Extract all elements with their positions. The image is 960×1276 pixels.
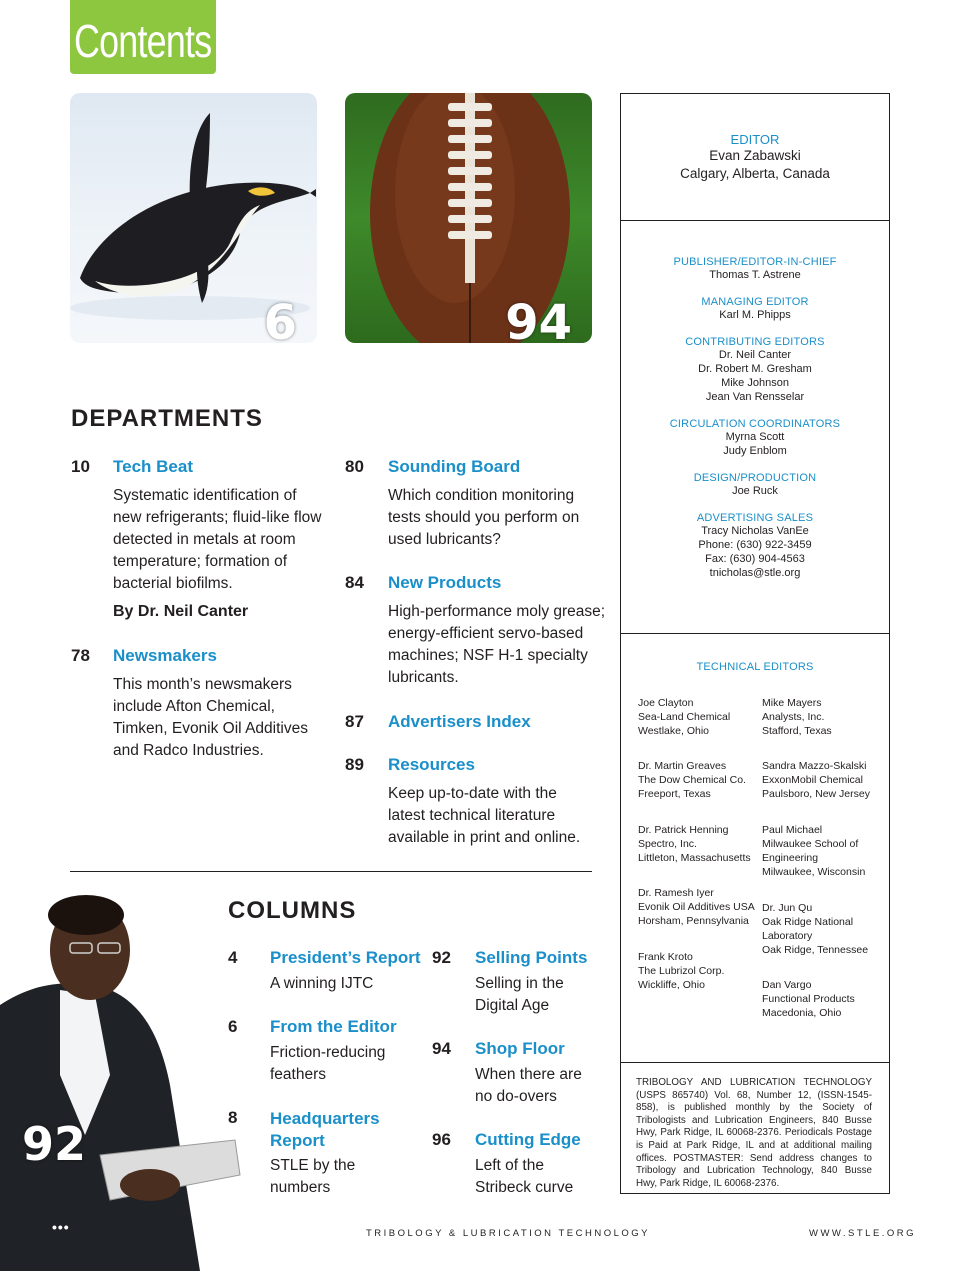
column-selling-points-link[interactable]: Selling Points [475, 948, 588, 967]
dept-advertisers-index-link[interactable]: Advertisers Index [388, 712, 531, 731]
staff-group: MANAGING EDITOR Karl M. Phipps [701, 296, 809, 321]
dept-page-number: 89 [345, 755, 364, 774]
masthead-divider [620, 633, 890, 634]
dept-page-number: 80 [345, 457, 364, 476]
staff-group: DESIGN/PRODUCTION Joe Ruck [693, 472, 817, 497]
contents-header-tab [70, 0, 216, 74]
column-presidents-report-link[interactable]: President’s Report [270, 948, 421, 967]
tech-editor-entry: Sandra Mazzo-Skalski ExxonMobil Chemical Paulsboro, New Jersey [762, 760, 870, 800]
footer-magazine-name: TRIBOLOGY & LUBRICATION TECHNOLOGY [366, 1228, 651, 1239]
penguin-page-number: 6 [263, 295, 297, 343]
columns-title: COLUMNS [228, 897, 357, 924]
column-page-number: 92 [432, 948, 451, 967]
departments-title: DEPARTMENTS [71, 405, 263, 432]
column-description: When there are no do-overs [475, 1066, 582, 1105]
column-description: Left of the Stribeck curve [475, 1157, 574, 1196]
tech-editor-entry: Dr. Martin Greaves The Dow Chemical Co. Freeport, Texas [638, 760, 746, 800]
decorative-dots: ••• [52, 1219, 70, 1235]
football-photo[interactable] [345, 93, 592, 343]
column-cutting-edge-link[interactable]: Cutting Edge [475, 1130, 581, 1149]
tech-editor-entry: Paul Michael Milwaukee School of Engineering Milwaukee, Wisconsin [762, 824, 866, 878]
dept-description: Keep up-to-date with the latest technical literature available in print and online. [388, 785, 581, 846]
dept-description: This month’s newsmakers include Afton Chemical, Timken, Evonik Oil Additives and Radco Industries. [113, 676, 308, 759]
dept-description: Systematic identification of new refrigerants; fluid-like flow detected in metals at room temperature; formation of bacterial biofilms. [113, 487, 322, 592]
column-page-number: 8 [228, 1108, 238, 1127]
dept-description: Which condition monitoring tests should you perform on used lubricants? [388, 487, 580, 548]
penguin-photo[interactable] [70, 93, 317, 343]
section-divider [70, 871, 592, 872]
person-page-number: 92 [22, 1117, 87, 1171]
dept-new-products-link[interactable]: New Products [388, 573, 502, 592]
column-description: Selling in the Digital Age [475, 975, 564, 1014]
column-page-number: 6 [228, 1017, 238, 1036]
football-page-number: 94 [505, 295, 572, 343]
column-page-number: 96 [432, 1130, 451, 1149]
technical-editors-label: TECHNICAL EDITORS [696, 661, 814, 673]
staff-group: CIRCULATION COORDINATORS Myrna Scott Judy Enblom [669, 418, 841, 457]
editor-label: EDITOR [730, 132, 780, 147]
column-description: Friction-reducing feathers [270, 1044, 386, 1083]
column-description: A winning IJTC [270, 975, 374, 992]
tech-editor-entry: Dr. Patrick Henning Spectro, Inc. Littleton, Massachusetts [638, 824, 751, 864]
column-headquarters-report-link[interactable]: Headquarters Report [270, 1109, 380, 1150]
publication-legal-notice: TRIBOLOGY AND LUBRICATION TECHNOLOGY (USPS 865740) Vol. 68, Number 12, (ISSN-1545-858), is published monthly by the Society of Tribologists and Lubrication Engineers, 840 Busse Hwy, Park Ridge, IL 60068-2376. Periodicals Postage is Paid at Park Ridge, IL and at additional mailing offices. POSTMASTER: Send address changes to Tribology and Lubrication Technology, 840 Busse Hwy, Park Ridge, IL 60068-2376. [636, 1077, 872, 1189]
editor-name: Evan Zabawski [709, 148, 801, 163]
dept-sounding-board-link[interactable]: Sounding Board [388, 457, 521, 476]
dept-byline: By Dr. Neil Canter [113, 603, 249, 620]
staff-group: PUBLISHER/EDITOR-IN-CHIEF Thomas T. Astrene [673, 256, 837, 281]
column-description: STLE by the numbers [270, 1157, 356, 1196]
page-title: Contents [74, 15, 212, 67]
dept-description: High-performance moly grease; energy-efficient servo-based machines; NSF H-1 specialty lubricants. [388, 603, 606, 686]
person-photo[interactable] [0, 885, 245, 1271]
advertising-email-link[interactable]: tnicholas@stle.org [709, 567, 801, 579]
column-page-number: 4 [228, 948, 238, 967]
masthead-editor [621, 132, 889, 183]
tech-editor-entry: Mike Mayers Analysts, Inc. Stafford, Texas [762, 697, 832, 737]
column-shop-floor-link[interactable]: Shop Floor [475, 1039, 565, 1058]
editor-location: Calgary, Alberta, Canada [680, 166, 830, 181]
dept-tech-beat-link[interactable]: Tech Beat [113, 457, 193, 476]
staff-group: ADVERTISING SALES Tracy Nicholas VanEe Phone: (630) 922-3459 Fax: (630) 904-4563 tnicholas@stle.org [621, 512, 889, 580]
footer-website-link[interactable]: WWW.STLE.ORG [809, 1228, 917, 1239]
person-illustration [0, 885, 245, 1271]
tech-editor-entry: Dr. Jun Qu Oak Ridge National Laboratory Oak Ridge, Tennessee [762, 902, 869, 956]
masthead-divider [620, 1062, 890, 1063]
dept-page-number: 87 [345, 712, 364, 731]
dept-page-number: 78 [71, 646, 90, 665]
masthead-staff [621, 256, 889, 580]
tech-editor-entry: Joe Clayton Sea-Land Chemical Westlake, Ohio [638, 697, 731, 737]
dept-page-number: 84 [345, 573, 364, 592]
tech-editor-entry: Dan Vargo Functional Products Macedonia, Ohio [762, 979, 855, 1019]
dept-newsmakers-link[interactable]: Newsmakers [113, 646, 217, 665]
tech-editor-entry: Dr. Ramesh Iyer Evonik Oil Additives USA Horsham, Pennsylvania [638, 887, 755, 927]
tech-editor-entry: Frank Kroto The Lubrizol Corp. Wickliffe, Ohio [638, 951, 725, 991]
dept-resources-link[interactable]: Resources [388, 755, 475, 774]
masthead-divider [620, 220, 890, 221]
column-from-the-editor-link[interactable]: From the Editor [270, 1017, 397, 1036]
dept-page-number: 10 [71, 457, 90, 476]
staff-group: CONTRIBUTING EDITORS Dr. Neil Canter Dr. Robert M. Gresham Mike Johnson Jean Van Rensselar [685, 336, 825, 403]
column-page-number: 94 [432, 1039, 451, 1058]
